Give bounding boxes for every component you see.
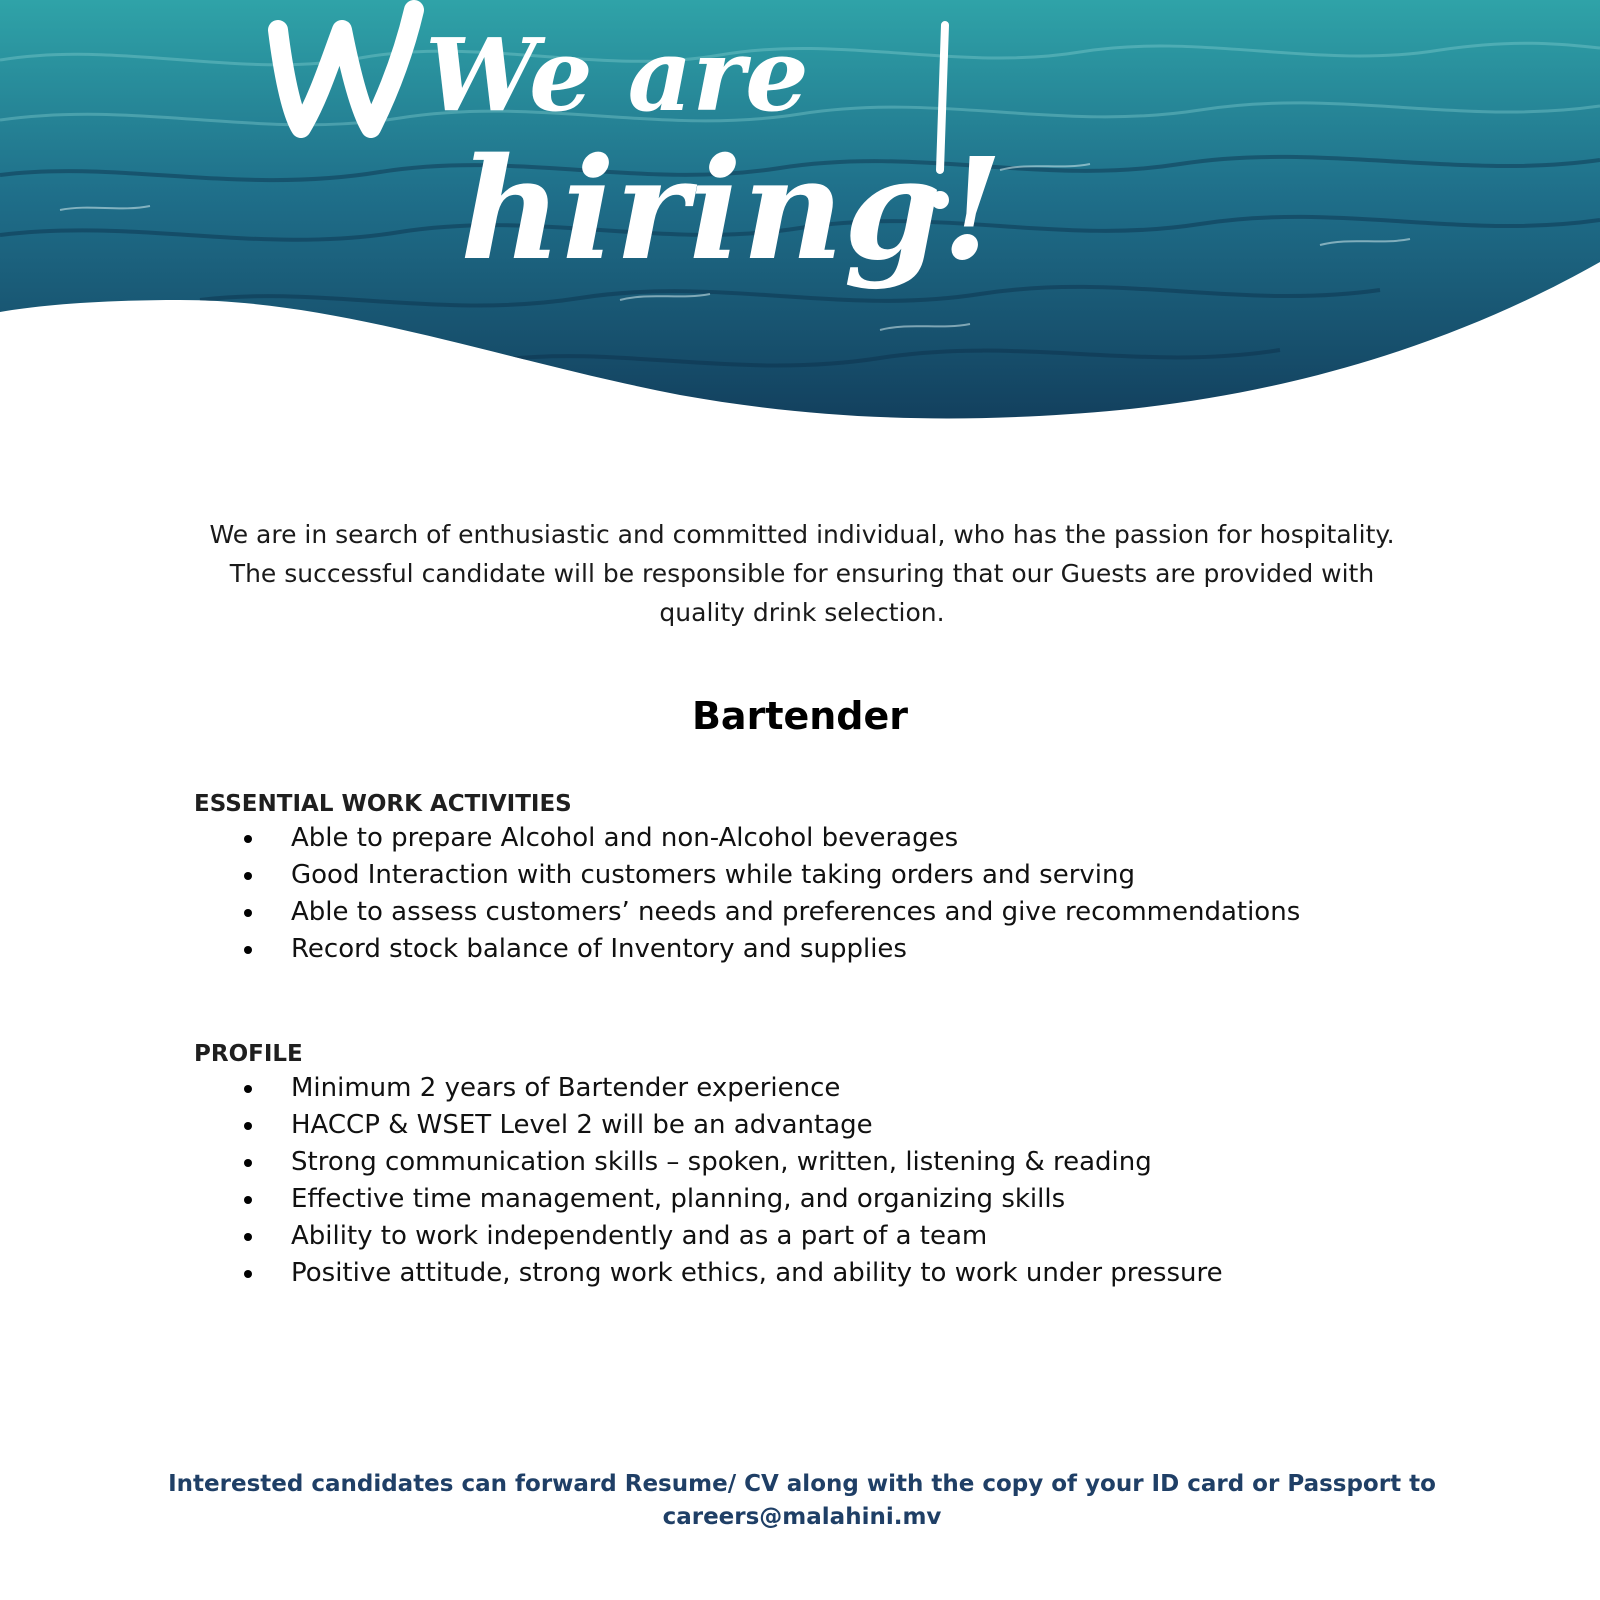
bullet-icon — [244, 1159, 252, 1167]
ocean-banner-art — [0, 0, 1600, 430]
bullet-icon — [244, 909, 252, 917]
contact-note — [150, 1468, 1454, 1534]
list-item — [194, 1255, 1444, 1292]
list-item-text: HACCP & WSET Level 2 will be an advantage — [291, 1110, 873, 1140]
bullet-icon — [244, 1233, 252, 1241]
list-item — [194, 1144, 1444, 1181]
essential-activities-heading: ESSENTIAL WORK ACTIVITIES — [194, 791, 572, 817]
list-item — [194, 1218, 1444, 1255]
bullet-icon — [244, 1085, 252, 1093]
hiring-banner — [0, 0, 1600, 430]
list-item — [194, 931, 1444, 968]
intro-line: We are in search of enthusiastic and committed individual, who has the passion for hospitality. — [209, 520, 1395, 549]
intro-paragraph — [150, 515, 1454, 632]
bullet-icon — [244, 835, 252, 843]
list-item-text: Minimum 2 years of Bartender experience — [291, 1073, 841, 1103]
list-item — [194, 857, 1444, 894]
bullet-icon — [244, 1196, 252, 1204]
list-item-text: Able to assess customers’ needs and preferences and give recommendations — [291, 897, 1301, 927]
list-item — [194, 820, 1444, 857]
profile-list — [194, 1070, 1444, 1292]
bullet-icon — [244, 946, 252, 954]
list-item — [194, 894, 1444, 931]
list-item-text: Able to prepare Alcohol and non-Alcohol beverages — [291, 823, 959, 853]
bullet-icon — [244, 872, 252, 880]
job-title: Bartender — [691, 694, 909, 738]
list-item-text: Good Interaction with customers while taking orders and serving — [291, 860, 1135, 890]
headline-line2: hiring! — [460, 128, 1004, 292]
essential-activities-list — [194, 820, 1444, 968]
list-item-text: Record stock balance of Inventory and supplies — [291, 934, 907, 964]
contact-instructions: Interested candidates can forward Resume/ CV along with the copy of your ID card or Passport to — [168, 1471, 1436, 1497]
list-item-text: Effective time management, planning, and organizing skills — [291, 1184, 1066, 1214]
list-item — [194, 1070, 1444, 1107]
intro-line: The successful candidate will be responsible for ensuring that our Guests are provided with — [229, 559, 1375, 588]
bullet-icon — [244, 1122, 252, 1130]
list-item — [194, 1107, 1444, 1144]
list-item — [194, 1181, 1444, 1218]
headline-line1: We are — [425, 16, 809, 134]
list-item-text: Strong communication skills – spoken, written, listening & reading — [291, 1147, 1152, 1177]
list-item-text: Positive attitude, strong work ethics, and ability to work under pressure — [291, 1258, 1223, 1288]
list-item-text: Ability to work independently and as a part of a team — [291, 1221, 988, 1251]
bullet-icon — [244, 1270, 252, 1278]
profile-heading: PROFILE — [194, 1041, 303, 1067]
intro-line: quality drink selection. — [659, 598, 945, 627]
contact-email[interactable]: careers@malahini.mv — [662, 1504, 942, 1530]
